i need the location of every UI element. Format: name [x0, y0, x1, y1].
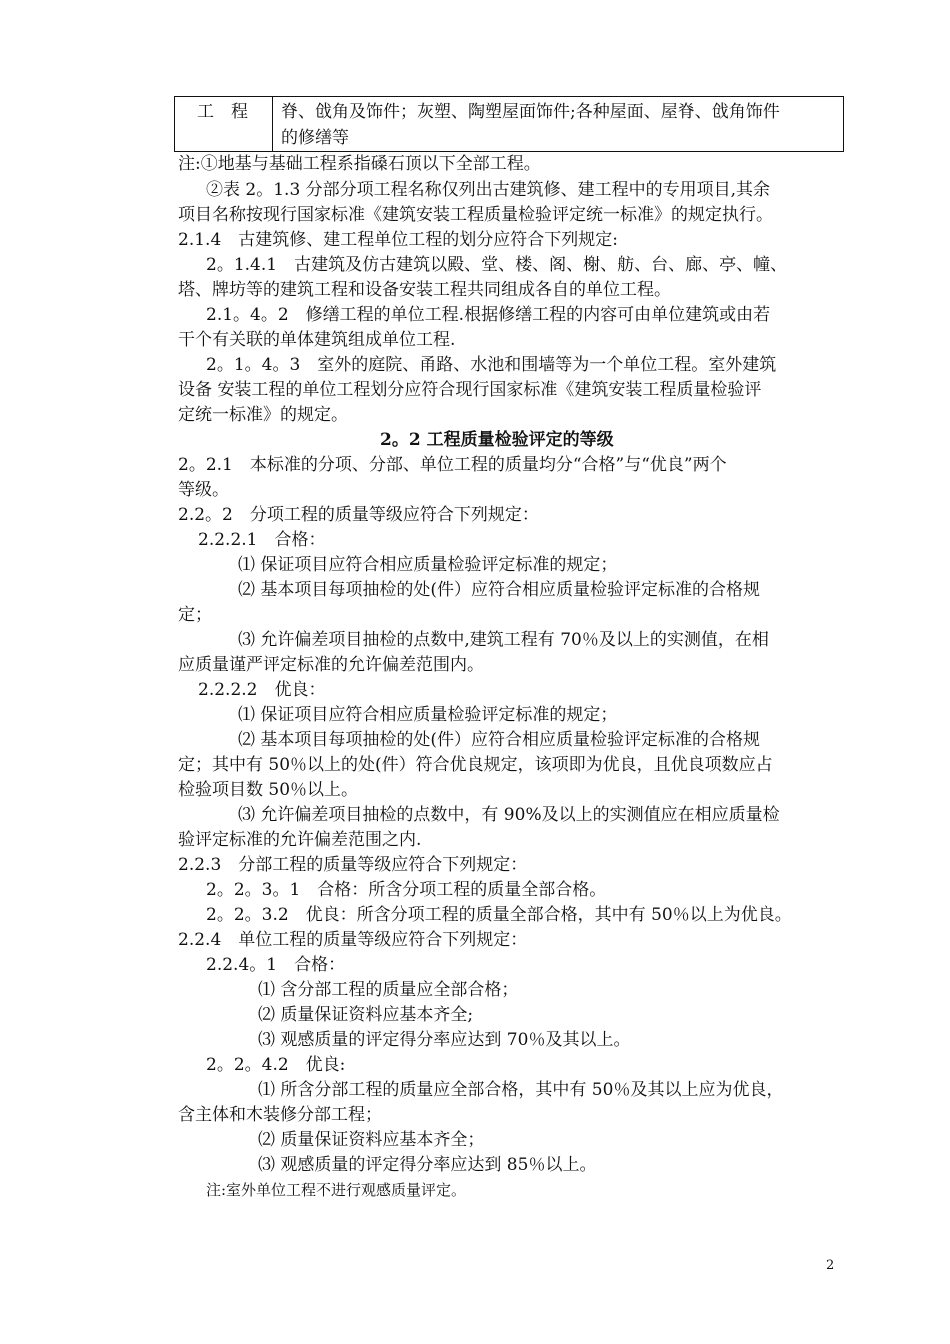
clause-line: 2。1.4.1 古建筑及仿古建筑以殿、堂、楼、阁、榭、舫、台、廊、亭、幢、 — [206, 255, 788, 275]
clause-line: 2。2.1 本标准的分项、分部、单位工程的质量均分“合格”与“优良”两个 — [178, 455, 727, 475]
clause-line: 2.2.4 单位工程的质量等级应符合下列规定： — [178, 930, 528, 950]
text-line: 塔、牌坊等的建筑工程和设备安装工程共同组成各自的单位工程。 — [178, 280, 671, 300]
item-line: ⑶ 允许偏差项目抽检的点数中，有 90%及以上的实测值应在相应质量检 — [238, 805, 780, 825]
item-line: ⑵ 质量保证资料应基本齐全； — [258, 1130, 485, 1150]
subclause-line: 2。2。3.2 优良：所含分项工程的质量全部合格，其中有 50％以上为优良。 — [206, 905, 792, 925]
text-line: 定； — [178, 605, 212, 625]
page-number: 2 — [826, 1258, 835, 1273]
text-line: 定；其中有 50％以上的处(件）符合优良规定，该项即为优良，且优良项数应占 — [178, 755, 773, 775]
text-line: 项目名称按现行国家标准《建筑安装工程质量检验评定统一标准》的规定执行。 — [178, 205, 773, 225]
note-line: 注:①地基与基础工程系指磉石顶以下全部工程。 — [178, 154, 541, 174]
table-row — [174, 96, 844, 152]
note-line: 注:室外单位工程不进行观感质量评定。 — [206, 1181, 467, 1199]
text-line: 定统一标准》的规定。 — [178, 405, 348, 425]
item-line: ⑴ 所含分部工程的质量应全部合格，其中有 50％及其以上应为优良， — [258, 1080, 784, 1100]
table-cell-line: 的修缮等 — [281, 128, 349, 148]
subclause-line: 2.2.2.2 优良： — [198, 680, 326, 700]
subclause-line: 2。2。3。1 合格：所含分项工程的质量全部合格。 — [206, 880, 607, 900]
item-line: ⑵ 基本项目每项抽检的处(件）应符合相应质量检验评定标准的合格规 — [238, 730, 761, 750]
item-line: ⑵ 基本项目每项抽检的处(件）应符合相应质量检验评定标准的合格规 — [238, 580, 761, 600]
text-line: ②表 2。1.3 分部分项工程名称仅列出古建筑修、建工程中的专用项目,其余 — [206, 180, 771, 200]
text-line: 验评定标准的允许偏差范围之内. — [178, 830, 422, 850]
text-line: 等级。 — [178, 480, 229, 500]
section-heading: 2。2 工程质量检验评定的等级 — [380, 430, 614, 450]
subclause-line: 2。2。4.2 优良: — [206, 1055, 346, 1075]
text-line: 含主体和木装修分部工程； — [178, 1105, 382, 1125]
subclause-line: 2.2.4。1 合格： — [206, 955, 346, 975]
subclause-line: 2.2.2.1 合格： — [198, 530, 326, 550]
item-line: ⑴ 保证项目应符合相应质量检验评定标准的规定； — [238, 555, 618, 575]
table-cell-category: 工 程 — [175, 97, 273, 151]
item-line: ⑶ 观感质量的评定得分率应达到 70％及其以上。 — [258, 1030, 631, 1050]
item-line: ⑴ 保证项目应符合相应质量检验评定标准的规定； — [238, 705, 618, 725]
item-line: ⑴ 含分部工程的质量应全部合格； — [258, 980, 519, 1000]
clause-line: 2.2.3 分部工程的质量等级应符合下列规定： — [178, 855, 528, 875]
table-cell-line: 脊、戗角及饰件；灰塑、陶塑屋面饰件;各种屋面、屋脊、戗角饰件 — [281, 102, 780, 122]
clause-line: 2。1。4。3 室外的庭院、甬路、水池和围墙等为一个单位工程。室外建筑 — [206, 355, 777, 375]
text-line: 干个有关联的单体建筑组成单位工程. — [178, 330, 456, 350]
table-cell-content — [281, 97, 841, 151]
item-line: ⑶ 观感质量的评定得分率应达到 85％以上。 — [258, 1155, 597, 1175]
clause-line: 2.2。2 分项工程的质量等级应符合下列规定： — [178, 505, 539, 525]
text-line: 应质量谨严评定标准的允许偏差范围内。 — [178, 655, 484, 675]
text-line: 检验项目数 50％以上。 — [178, 780, 359, 800]
clause-line: 2.1。4。2 修缮工程的单位工程.根据修缮工程的内容可由单位建筑或由若 — [206, 305, 771, 325]
item-line: ⑵ 质量保证资料应基本齐全; — [258, 1005, 474, 1025]
item-line: ⑶ 允许偏差项目抽检的点数中,建筑工程有 70％及以上的实测值，在相 — [238, 630, 769, 650]
clause-line: 2.1.4 古建筑修、建工程单位工程的划分应符合下列规定: — [178, 230, 618, 250]
text-line: 设备 安装工程的单位工程划分应符合现行国家标准《建筑安装工程质量检验评 — [178, 380, 762, 400]
